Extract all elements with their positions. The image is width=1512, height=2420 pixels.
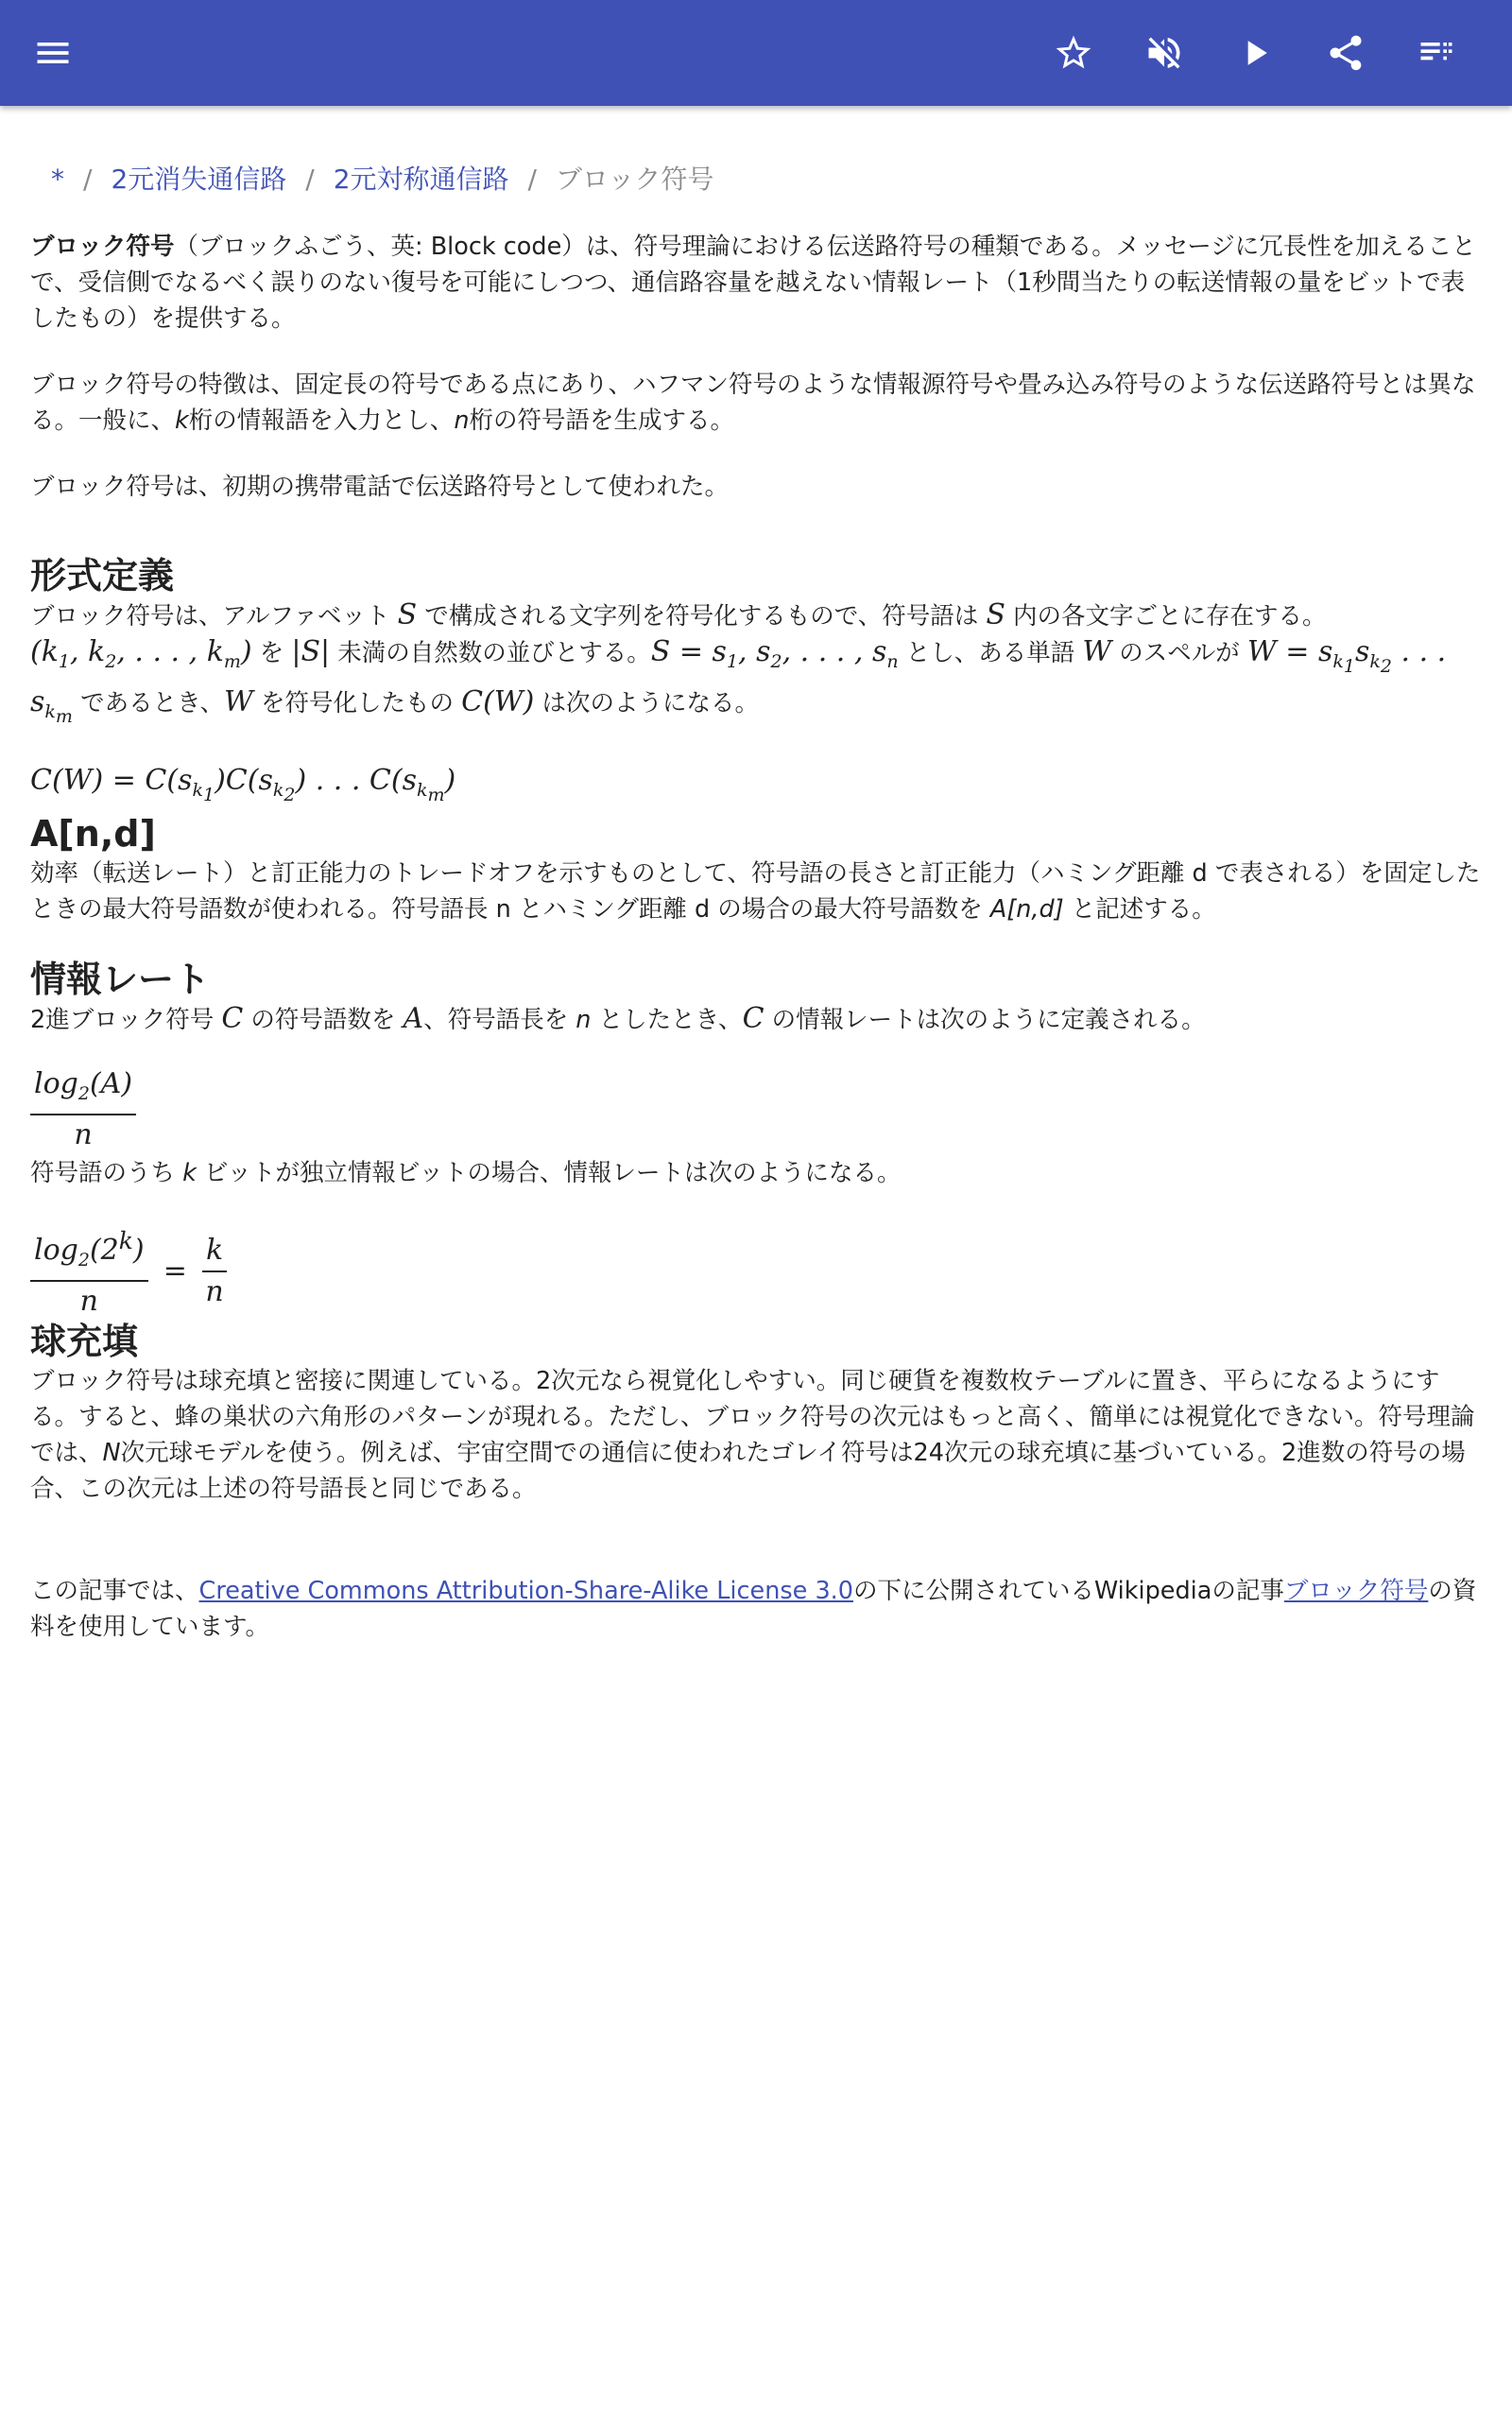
license-link[interactable]: Creative Commons Attribution-Share-Alike License 3.0 xyxy=(198,1576,854,1605)
body-text: ブロック符号は球充填と密接に関連している。2次元なら視覚化しやすい。同じ硬貨を複数枚テーブルに置き、平らになるようにする。すると、蜂の巣状の六角形のパターンが現れる。ただし、ブロック符号の次元はもっと高く、簡単には視覚化できない。符号理論では、 xyxy=(30,1366,1475,1467)
body-text: 効率（転送レート）と訂正能力のトレードオフを示すものとして、符号語の長さと訂正能力（ハミング距離 d で表される）を固定したときの最大符号語数が使われる。符号語長 n とハミング距離 d の場合の最大符号語数を xyxy=(30,858,1481,924)
breadcrumb-separator: / xyxy=(527,164,537,195)
body-text: の情報レートは次のように定義される。 xyxy=(764,1005,1206,1034)
section-heading-formal-definition: 形式定義 xyxy=(30,555,175,596)
formal-definition-paragraph xyxy=(30,597,1482,735)
var-N: N xyxy=(102,1438,121,1467)
math-abs-S: |S| xyxy=(291,635,331,668)
body-text: ブロック符号は、アルファベット xyxy=(30,602,390,631)
breadcrumb-current: ブロック符号 xyxy=(555,164,714,195)
volume-off-icon[interactable] xyxy=(1134,23,1194,83)
and-paragraph xyxy=(30,856,1482,927)
body-text: は次のようになる。 xyxy=(541,688,759,717)
breadcrumb xyxy=(51,161,1482,199)
body-text: ビットが独立情報ビットの場合、情報レートは次のようになる。 xyxy=(196,1158,902,1187)
sphere-paragraph xyxy=(30,1363,1482,1507)
license-footer xyxy=(30,1573,1482,1645)
article-content xyxy=(30,161,1482,1675)
body-text: を xyxy=(259,639,284,667)
var-k: k xyxy=(175,406,189,435)
body-text: のスペルが xyxy=(1119,639,1240,667)
body-text: 内の各文字ごとに存在する。 xyxy=(1013,602,1327,631)
math-equals: = xyxy=(163,1253,187,1288)
section-heading-information-rate: 情報レート xyxy=(30,958,211,1000)
share-icon[interactable] xyxy=(1315,23,1376,83)
breadcrumb-home-link[interactable]: * xyxy=(51,164,64,195)
intro-text: 桁の情報語を入力とし、 xyxy=(188,406,455,435)
body-text: としたとき、 xyxy=(591,1005,743,1034)
formula-rate xyxy=(30,1066,1482,1153)
section-heading-sphere-packing: 球充填 xyxy=(30,1320,139,1362)
intro-paragraph-2 xyxy=(30,367,1482,439)
body-text: この記事では、 xyxy=(30,1576,199,1605)
body-text: 符号語のうち xyxy=(30,1158,183,1187)
intro-text: （ブロックふごう、英: Block code）は、符号理論における伝送路符号の種類である。メッセージに冗長性を加えることで、受信側でなるべく誤りのない復号を可能にしつつ、通信路容量を越えない情報レート（1秒間当たりの転送情報の量をビットで表したもの）を提供する。 xyxy=(30,233,1476,333)
body-text: とし、ある単語 xyxy=(905,639,1075,667)
intro-term: ブロック符号 xyxy=(30,233,175,261)
var-k: k xyxy=(182,1158,197,1187)
body-text: の符号語数を xyxy=(243,1005,404,1034)
math-S: S xyxy=(986,598,1005,631)
math-S-definition: $S = s_1$, $s_2$, . . . , $s_n$ xyxy=(650,635,899,672)
math-C-of-W: C(W) xyxy=(461,684,535,718)
math-rate-k-fraction: $\frac{\log_2(2^k)}{n}$ xyxy=(30,1223,148,1320)
rate-paragraph-2 xyxy=(30,1155,1482,1191)
app-bar xyxy=(0,0,1512,106)
body-text: 未満の自然数の並びとする。 xyxy=(337,639,651,667)
section-heading-and: A[n,d] xyxy=(30,812,156,855)
body-text: であるとき、 xyxy=(80,688,225,717)
playlist-icon[interactable] xyxy=(1406,23,1467,83)
play-icon[interactable] xyxy=(1225,23,1285,83)
math-codeword-formula: $C(W) = C(s_{k_1})C(s_{k_2})$ . . . $C(s_{k_m})$ xyxy=(30,763,456,805)
math-W: W xyxy=(1082,635,1112,668)
math-k-sequence: ($k_1$, $k_2$, . . . , $k_m$) xyxy=(30,635,252,672)
menu-icon[interactable] xyxy=(23,23,83,83)
breadcrumb-link-binary-erasure-channel[interactable]: 2元消失通信路 xyxy=(111,164,287,195)
math-W-spelling: $W = s_{k_1}s_{k_2}$ . . . $s_{k_m}$ xyxy=(30,635,1447,727)
formula-rate-k xyxy=(30,1223,1482,1320)
math-A-nd: A[n,d] xyxy=(989,894,1064,924)
math-rate-fraction: $\frac{\log_2(A)}{n}$ xyxy=(30,1066,136,1153)
formula-codeword xyxy=(30,763,1482,812)
body-text: で構成される文字列を符号化するもので、符号語は xyxy=(424,602,979,631)
breadcrumb-separator: / xyxy=(305,164,315,195)
math-S: S xyxy=(397,598,418,631)
math-k-over-n: $\frac{k}{n}$ xyxy=(202,1233,227,1310)
var-n: n xyxy=(454,406,470,435)
math-W: W xyxy=(224,684,253,718)
math-A: A xyxy=(403,1001,424,1035)
body-text: を符号化したもの xyxy=(261,688,455,717)
body-text: の下に公開されているWikipediaの記事 xyxy=(853,1576,1284,1605)
math-C: C xyxy=(742,1001,765,1035)
intro-text: 桁の符号語を生成する。 xyxy=(469,406,734,435)
body-text: と記述する。 xyxy=(1063,894,1216,924)
body-text: 2進ブロック符号 xyxy=(30,1005,222,1034)
intro-paragraph-3: ブロック符号は、初期の携帯電話で伝送路符号として使われた。 xyxy=(30,473,729,501)
intro-paragraph-1 xyxy=(30,229,1482,337)
star-outline-icon[interactable] xyxy=(1043,23,1104,83)
breadcrumb-link-binary-symmetric-channel[interactable]: 2元対称通信路 xyxy=(333,164,509,195)
math-C: C xyxy=(221,1001,244,1035)
body-text: の資料を使用しています。 xyxy=(30,1576,1477,1641)
body-text: 次元球モデルを使う。例えば、宇宙空間での通信に使われたゴレイ符号は24次元の球充填に基づいている。2進数の符号の場合、この次元は上述の符号語長と同じである。 xyxy=(30,1438,1466,1503)
body-text: 、符号語長を xyxy=(423,1005,576,1034)
rate-paragraph xyxy=(30,1001,1482,1038)
breadcrumb-separator: / xyxy=(83,164,93,195)
wikipedia-article-link[interactable]: ブロック符号 xyxy=(1283,1576,1429,1605)
var-n: n xyxy=(576,1005,592,1034)
intro-text: ブロック符号の特徴は、固定長の符号である点にあり、ハフマン符号のような情報源符号や畳み込み符号のような伝送路符号とは異なる。一般に、 xyxy=(30,371,1476,435)
